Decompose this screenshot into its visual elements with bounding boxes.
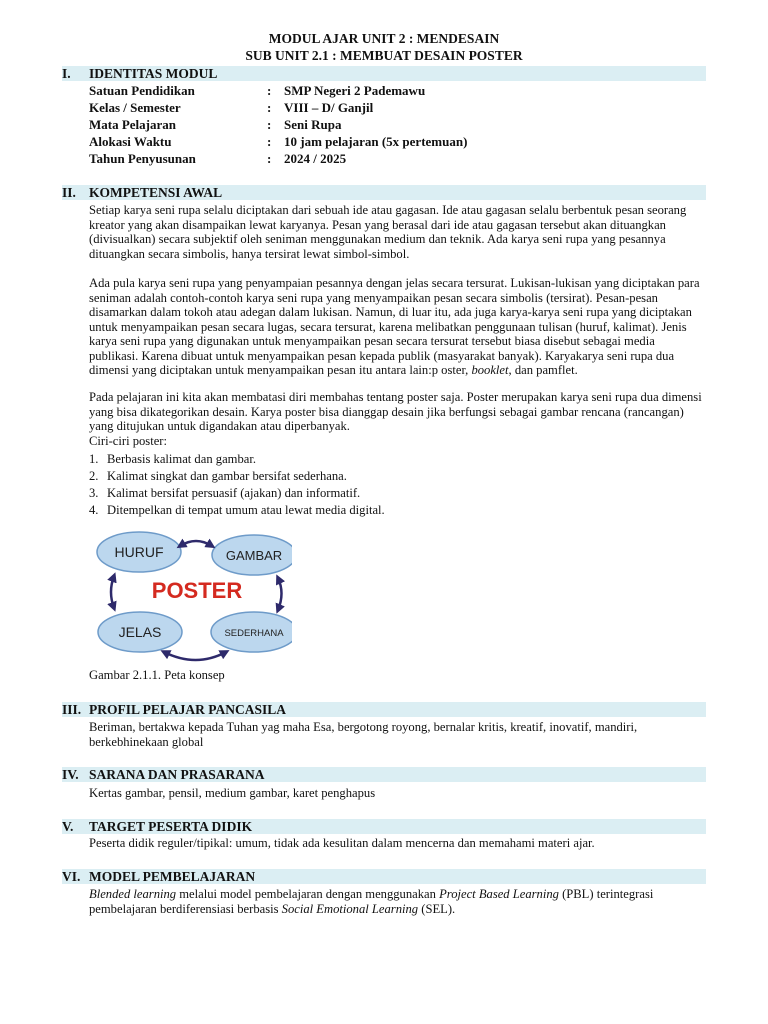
arrow-left — [111, 576, 114, 608]
list-number: 2. — [89, 469, 99, 483]
identity-key: Mata Pelajaran — [89, 117, 177, 132]
node-label-huruf: HURUF — [114, 544, 164, 560]
list-number: 4. — [89, 503, 99, 517]
document-subtitle: SUB UNIT 2.1 : MEMBUAT DESAIN POSTER — [245, 48, 523, 63]
concept-map — [92, 528, 292, 664]
node-label-gambar: GAMBAR — [225, 548, 283, 563]
kompetensi-paragraph-2 — [89, 276, 707, 378]
arrow-bottom — [164, 652, 226, 660]
section-title: IDENTITAS MODUL — [89, 66, 218, 81]
section-heading-identitas — [62, 66, 706, 81]
section-heading-model — [62, 869, 706, 884]
kompetensi-paragraph-3: Pada pelajaran ini kita akan membatasi diri membahas tentang poster saja. Poster merupakan karya seni rupa dua dimensi yang bisa dikategorikan desain. Karya poster bisa dianggap desain jika berfungsi sebagai gambar rencana (rancangan) yang ditujukan untuk digandakan atau diperbanyak. — [89, 390, 702, 433]
document-header — [0, 30, 768, 64]
document-title: MODUL AJAR UNIT 2 : MENDESAIN — [268, 31, 500, 46]
model-plain: melalui model pembelajaran dengan menggunakan — [176, 887, 440, 901]
section-heading-target — [62, 819, 706, 834]
target-text: Peserta didik reguler/tipikal: umum, tidak ada kesulitan dalam mencerna dan memahami materi ajar. — [89, 836, 595, 850]
identity-key: Satuan Pendidikan — [89, 83, 195, 98]
identity-key: Tahun Penyusunan — [89, 151, 196, 166]
identity-colon: : — [267, 100, 272, 115]
figure-caption: Gambar 2.1.1. Peta konsep — [89, 668, 225, 682]
list-text: Berbasis kalimat dan gambar. — [107, 452, 256, 466]
model-italic: Social Emotional Learning — [281, 901, 419, 916]
paragraph-italic: booklet — [471, 363, 509, 377]
identity-colon: : — [267, 134, 272, 149]
identity-key: Alokasi Waktu — [89, 134, 172, 149]
section-number: IV. — [62, 767, 79, 782]
arrow-top — [180, 541, 212, 546]
identity-value: Seni Rupa — [284, 117, 342, 132]
section-number: VI. — [62, 869, 81, 884]
profil-text: Beriman, bertakwa kepada Tuhan yag maha Esa, bergotong royong, bernalar kritis, kreatif, inovatif, mandiri, berkebhinekaan global — [89, 720, 638, 749]
identity-value: VIII – D/ Ganjil — [284, 100, 374, 115]
list-text: Kalimat singkat dan gambar bersifat sederhana. — [107, 469, 347, 483]
section-number: II. — [62, 185, 76, 200]
model-text — [89, 887, 707, 916]
ciri-label: Ciri-ciri poster: — [89, 434, 167, 448]
section-number: I. — [62, 66, 71, 81]
list-text: Ditempelkan di tempat umum atau lewat media digital. — [107, 503, 385, 517]
model-plain: (PBL) terintegrasi pembelajaran berdiferensiasi berbasis — [89, 887, 654, 916]
model-italic: Blended learning — [89, 887, 177, 901]
list-number: 3. — [89, 486, 99, 500]
section-number: V. — [62, 819, 74, 834]
section-title: MODEL PEMBELAJARAN — [89, 869, 256, 884]
section-title: SARANA DAN PRASARANA — [89, 767, 265, 782]
paragraph-text: , dan pamflet. — [508, 363, 578, 377]
list-text: Kalimat bersifat persuasif (ajakan) dan informatif. — [107, 486, 361, 500]
section-title: KOMPETENSI AWAL — [89, 185, 223, 200]
section-title: PROFIL PELAJAR PANCASILA — [89, 702, 287, 717]
paragraph-text: Ada pula karya seni rupa yang penyampaian pesannya dengan jelas secara tersurat. Lukisan-lukisan yang diciptakan para seniman adalah contoh-contoh karya seni rupa yang menyampaikan pesan secara simbolis (tersirat). Pesan-pesan disamarkan dalam tokoh atau adegan dalam lukisan. Namun, di luar itu, ada juga karya-karya seni rupa yang diciptakan untuk menyampaikan pesan secara lugas, secara tersurat, karena melibatkan penggunaan tulisan (huruf, kalimat). Jenis karya seni rupa yang digunakan untuk menyampaikan pesan secara tersurat tersebut biasa disebut sebagai media publikasi. Karena dibuat untuk menyampaikan pesan kepada publik (masyarakat banyak). Karyakarya seni rupa dua dimensi yang diciptakan untuk menyampaikan pesan itu antara lain:p oster, — [89, 276, 700, 377]
section-heading-kompetensi — [62, 185, 706, 200]
node-label-jelas: JELAS — [118, 624, 162, 640]
identity-value: 10 jam pelajaran (5x pertemuan) — [284, 134, 468, 149]
section-heading-sarana — [62, 767, 706, 782]
model-italic: Project Based Learning — [439, 887, 559, 901]
section-heading-profil — [62, 702, 706, 717]
section-number: III. — [62, 702, 82, 717]
identity-colon: : — [267, 117, 272, 132]
list-number: 1. — [89, 452, 99, 466]
identity-value: 2024 / 2025 — [284, 151, 347, 166]
identity-colon: : — [267, 151, 272, 166]
center-label-poster: POSTER — [151, 578, 243, 603]
arrow-right — [278, 578, 282, 610]
kompetensi-paragraph-1: Setiap karya seni rupa selalu diciptakan dari sebuah ide atau gagasan. Ide atau gagasan selalu berbentuk pesan seorang kreator yang akan disampaikan lewat karyanya. Pesan yang berasal dari ide atau gagasan tersebut akan dituangkan (divisualkan) secara subjektif oleh seniman menggunakan medium dan teknik. Ada karya seni rupa yang pesannya dituangkan secara simbolis, hanya tersirat lewat simbol-simbol. — [89, 203, 687, 261]
identity-key: Kelas / Semester — [89, 100, 181, 115]
identity-value: SMP Negeri 2 Pademawu — [284, 83, 426, 98]
model-plain: (SEL). — [418, 901, 456, 916]
section-title: TARGET PESERTA DIDIK — [89, 819, 253, 834]
sarana-text: Kertas gambar, pensil, medium gambar, karet penghapus — [89, 786, 376, 800]
node-label-sederhana: SEDERHANA — [224, 628, 284, 639]
identity-colon: : — [267, 83, 272, 98]
